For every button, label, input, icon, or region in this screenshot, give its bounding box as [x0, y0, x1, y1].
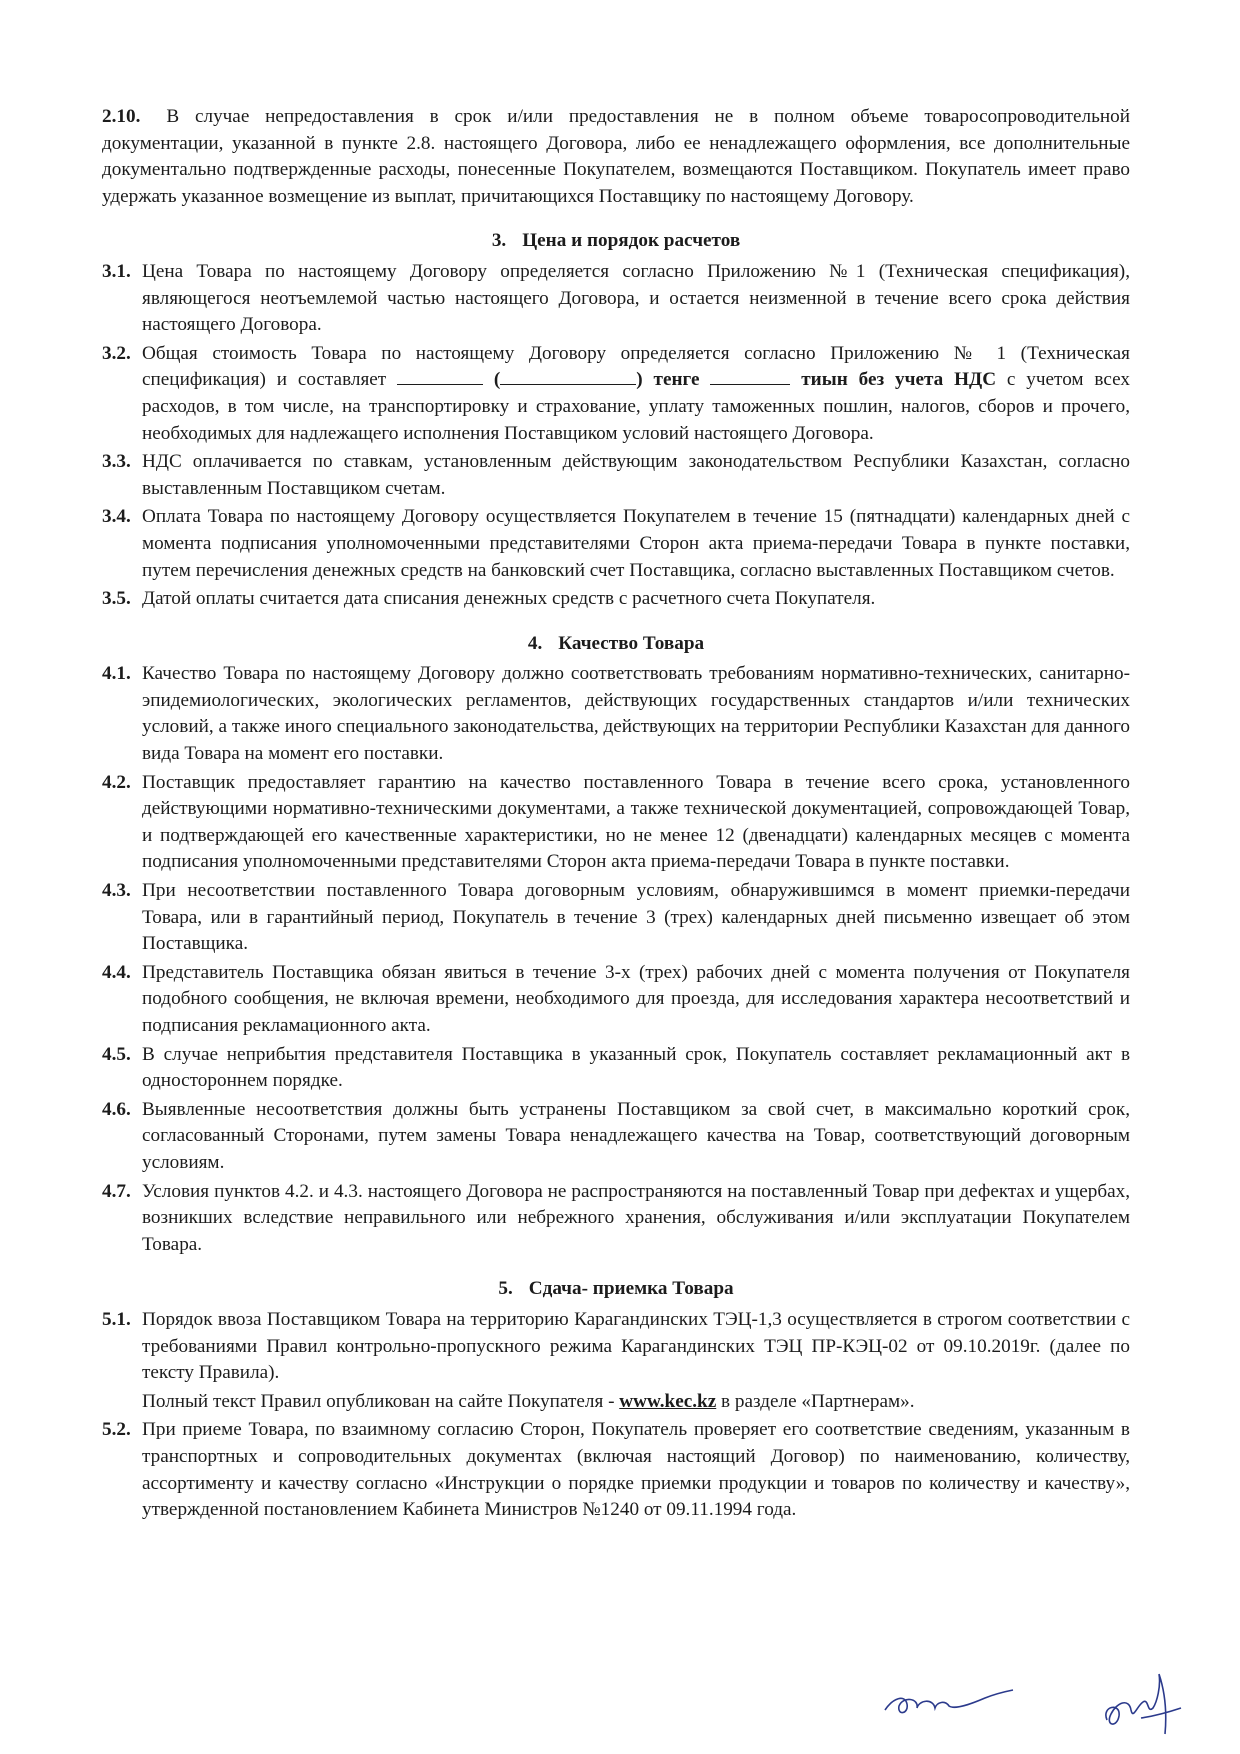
section-number: 5.: [498, 1278, 513, 1300]
amount-blank[interactable]: [397, 368, 483, 385]
clause-4-5: [102, 1042, 1130, 1095]
clause-text: Цена Товара по настоящему Договору определяется согласно Приложению №1 (Техническая спецификация), являющегося неотъемлемой частью настоящего Договора, и остается неизменной в течение всего срока действия настоящего Договора.: [142, 260, 1130, 336]
tenge-label: ) тенге: [636, 369, 700, 391]
clause-number: 4.5.: [102, 1043, 131, 1065]
note-text: Полный текст Правил опубликован на сайте Покупателя -: [142, 1390, 615, 1412]
clause-4-2: [102, 770, 1130, 876]
clause-5-1-website-note: [102, 1389, 1130, 1416]
clause-5-2: [102, 1417, 1130, 1523]
note-text-end: в разделе «Партнерам».: [721, 1390, 915, 1412]
clause-text: В случае неприбытия представителя Поставщика в указанный срок, Покупатель составляет рекламационный акт в одностороннем порядке.: [142, 1043, 1130, 1092]
contract-text: [102, 104, 1130, 1526]
clause-number: 3.1.: [102, 260, 131, 282]
clause-number: 2.10.: [102, 106, 141, 127]
section-5-heading: [102, 1276, 1130, 1303]
clause-text: Оплата Товара по настоящему Договору осуществляется Покупателем в течение 15 (пятнадцати) календарных дней с момента подписания уполномоченными представителями Сторон акта приема-передачи Товара в пункте поставки, путем перечисления денежных средств на банковский счет Поставщика, согласно выставленных Поставщиком счетов.: [142, 506, 1130, 581]
clause-number: 4.2.: [102, 771, 131, 793]
clause-number: 4.4.: [102, 961, 131, 983]
clause-3-1: [102, 259, 1130, 339]
section-title: Качество Товара: [558, 632, 705, 654]
clause-4-4: [102, 960, 1130, 1040]
website-link[interactable]: www.kec.kz: [619, 1390, 717, 1412]
clause-text: Выявленные несоответствия должны быть устранены Поставщиком за свой счет, в максимально короткий срок, согласованный Сторонами, путем замены Товара ненадлежащего качества на Товар, соответствующий договорным условиям.: [142, 1098, 1130, 1173]
clause-text: Датой оплаты считается дата списания денежных средств с расчетного счета Покупателя.: [142, 588, 876, 610]
tiyn-label: тиын без учета НДС: [801, 369, 997, 391]
clause-text: Порядок ввоза Поставщиком Товара на территорию Карагандинских ТЭЦ-1,3 осуществляется в строгом соответствии с требованиями Правил контрольно-пропускного режима Карагандинских ТЭЦ ПР-КЭЦ-02 от 09.10.2019г. (далее по тексту Правила).: [142, 1308, 1130, 1384]
clause-text: Условия пунктов 4.2. и 4.3. настоящего Договора не распространяются на поставленный Товар при дефектах и ущербах, возникших вследствие неправильного или небрежного хранения, обслуживания и/или эксплуатации Покупателем Товара.: [142, 1180, 1130, 1255]
clause-3-3: [102, 449, 1130, 502]
clause-text: Поставщик предоставляет гарантию на качество поставленного Товара в течение всего срока, установленного действующими нормативно-техническими документами, а также технической документацией, сопровождающей Товар, и подтверждающей его качественные характеристики, но не менее 12 (двенадцати) календарных месяцев с момента подписания уполномоченными представителями Сторон акта приема-передачи Товара в пункте поставки.: [142, 771, 1130, 873]
clause-3-4: [102, 504, 1130, 584]
signature-left-icon: [875, 1680, 1025, 1724]
section-number: 4.: [527, 632, 543, 654]
clause-text: Представитель Поставщика обязан явиться в течение 3-х (трех) рабочих дней с момента получения от Покупателя подобного сообщения, не включая времени, необходимого для проезда, для исследования характера несоответствий и подписания рекламационного акта.: [142, 961, 1130, 1036]
section-number: 3.: [491, 230, 507, 252]
clause-text: Качество Товара по настоящему Договору должно соответствовать требованиям нормативно-технических, санитарно-эпидемиологических, экологических регламентов, действующих государственных стандартов и/или технических условий, а также иного специального законодательства, действующих на территории Республики Казахстан для данного вида Товара на момент его поставки.: [142, 663, 1130, 765]
clause-4-6: [102, 1097, 1130, 1177]
tiyn-blank[interactable]: [710, 368, 790, 385]
clause-text: В случае непредоставления в срок и/или предоставления не в полном объеме товаросопроводительной документации, указанной в пункте 2.8. настоящего Договора, либо ее ненадлежащего оформления, все дополнительные документально подтвержденные расходы, понесенные Покупателем, возмещаются Поставщиком. Покупатель имеет право удержать указанное возмещение из выплат, причитающихся Поставщику по настоящему Договору.: [102, 106, 1130, 207]
clause-2-10: [102, 104, 1130, 210]
amount-words-blank[interactable]: [500, 368, 636, 385]
clause-3-2: [102, 341, 1130, 447]
section-4-heading: [102, 631, 1130, 658]
clause-number: 5.1.: [102, 1308, 131, 1330]
paren-open: (: [493, 369, 501, 391]
signature-right-icon: [1095, 1662, 1185, 1742]
clause-5-1: [102, 1307, 1130, 1387]
clause-number: 3.5.: [102, 588, 131, 610]
section-title: Цена и порядок расчетов: [522, 230, 741, 252]
clause-number: 3.2.: [102, 342, 131, 364]
clause-number: 4.6.: [102, 1098, 131, 1120]
clause-text: Общая стоимость Товара по настоящему Договору определяется согласно Приложению № 1 (Техническая спецификация) и составляет: [142, 342, 1130, 391]
clause-text: НДС оплачивается по ставкам, установленным действующим законодательством Республики Казахстан, согласно выставленным Поставщиком счетам.: [142, 451, 1130, 499]
clause-number: 3.4.: [102, 506, 131, 528]
clause-number: 5.2.: [102, 1419, 131, 1441]
clause-number: 4.3.: [102, 880, 131, 902]
clause-number: 4.7.: [102, 1180, 131, 1202]
section-title: Сдача- приемка Товара: [528, 1278, 734, 1300]
clause-text-continued: с учетом всех расходов, в том числе, на транспортировку и страхование, уплату таможенных пошлин, налогов, сборов и прочего, необходимых для надлежащего исполнения Поставщиком условий настоящего Договора.: [142, 369, 1130, 444]
clause-4-3: [102, 878, 1130, 958]
section-3-heading: [102, 228, 1130, 255]
clause-text: При несоответствии поставленного Товара договорным условиям, обнаружившимся в момент приемки-передачи Товара, или в гарантийный период, Покупатель в течение 3 (трех) календарных дней письменно извещает об этом Поставщика.: [142, 880, 1130, 955]
clause-4-1: [102, 661, 1130, 767]
clause-4-7: [102, 1179, 1130, 1259]
clause-3-5: [102, 586, 1130, 613]
clause-text: При приеме Товара, по взаимному согласию Сторон, Покупатель проверяет его соответствие сведениям, указанным в транспортных и сопроводительных документах (включая настоящий Договор) по наименованию, количеству, ассортименту и качеству согласно «Инструкции о порядке приемки продукции и товаров по количеству и качеству», утвержденной постановлением Кабинета Министров №1240 от 09.11.1994 года.: [142, 1419, 1130, 1521]
clause-number: 3.3.: [102, 451, 131, 473]
clause-number: 4.1.: [102, 663, 131, 685]
